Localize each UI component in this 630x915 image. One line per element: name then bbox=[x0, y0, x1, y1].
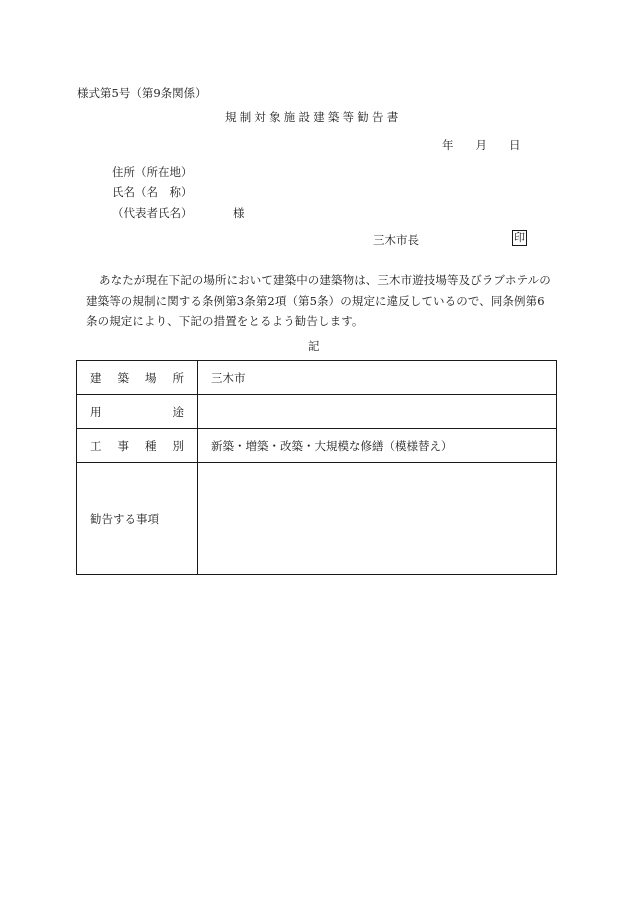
document-title: 規制対象施設建築等勧告書 bbox=[225, 110, 402, 124]
ki-heading: 記 bbox=[308, 339, 320, 353]
usage-label bbox=[90, 404, 184, 420]
recipient-representative-label: （代表者氏名） bbox=[112, 206, 193, 220]
date-day-label: 日 bbox=[509, 138, 521, 152]
date-month-label: 月 bbox=[475, 138, 487, 152]
issuer-name: 三木市長 bbox=[373, 233, 419, 247]
table-label-cell bbox=[77, 395, 198, 429]
form-number: 様式第5号（第9条関係） bbox=[77, 86, 207, 100]
recipient-address-label: 住所（所在地） bbox=[112, 165, 193, 179]
label-char: 事 bbox=[117, 438, 129, 453]
usage-value bbox=[198, 395, 557, 429]
construction-site-value: 三木市 bbox=[198, 361, 557, 395]
label-char: 種 bbox=[145, 438, 157, 453]
recipient-honorific: 様 bbox=[233, 206, 245, 220]
label-char: 途 bbox=[172, 404, 184, 419]
table-row bbox=[77, 463, 557, 575]
date-line bbox=[442, 137, 521, 153]
label-char: 所 bbox=[172, 370, 184, 385]
recommended-matters-label: 勧告する事項 bbox=[77, 463, 198, 575]
label-char: 築 bbox=[117, 370, 129, 385]
label-char: 場 bbox=[145, 370, 157, 385]
recommendation-body bbox=[86, 270, 556, 332]
seal-stamp-box: 印 bbox=[514, 231, 525, 244]
construction-site-label bbox=[90, 370, 184, 386]
label-char: 建 bbox=[90, 370, 102, 385]
table-row bbox=[77, 361, 557, 395]
date-year-label: 年 bbox=[442, 138, 454, 152]
label-char: 用 bbox=[90, 404, 102, 419]
table-row bbox=[77, 395, 557, 429]
recommendation-table bbox=[76, 360, 557, 575]
label-char: 工 bbox=[90, 438, 102, 453]
table-row bbox=[77, 429, 557, 463]
work-type-label bbox=[90, 438, 184, 454]
recommendation-body-text: あなたが現在下記の場所において建築中の建築物は、三木市遊技場等及びラブホテルの建築等の規制に関する条例第3条第2項（第5条）の規定に違反しているので、同条例第6条の規定により、下記の措置をとるよう勧告します。 bbox=[86, 273, 551, 328]
table-label-cell bbox=[77, 361, 198, 395]
recommended-matters-value bbox=[198, 463, 557, 575]
label-char: 別 bbox=[172, 438, 184, 453]
recipient-name-label: 氏名（名 称） bbox=[112, 185, 193, 199]
table-label-cell bbox=[77, 429, 198, 463]
work-type-value: 新築・増築・改築・大規模な修繕（模様替え） bbox=[198, 429, 557, 463]
